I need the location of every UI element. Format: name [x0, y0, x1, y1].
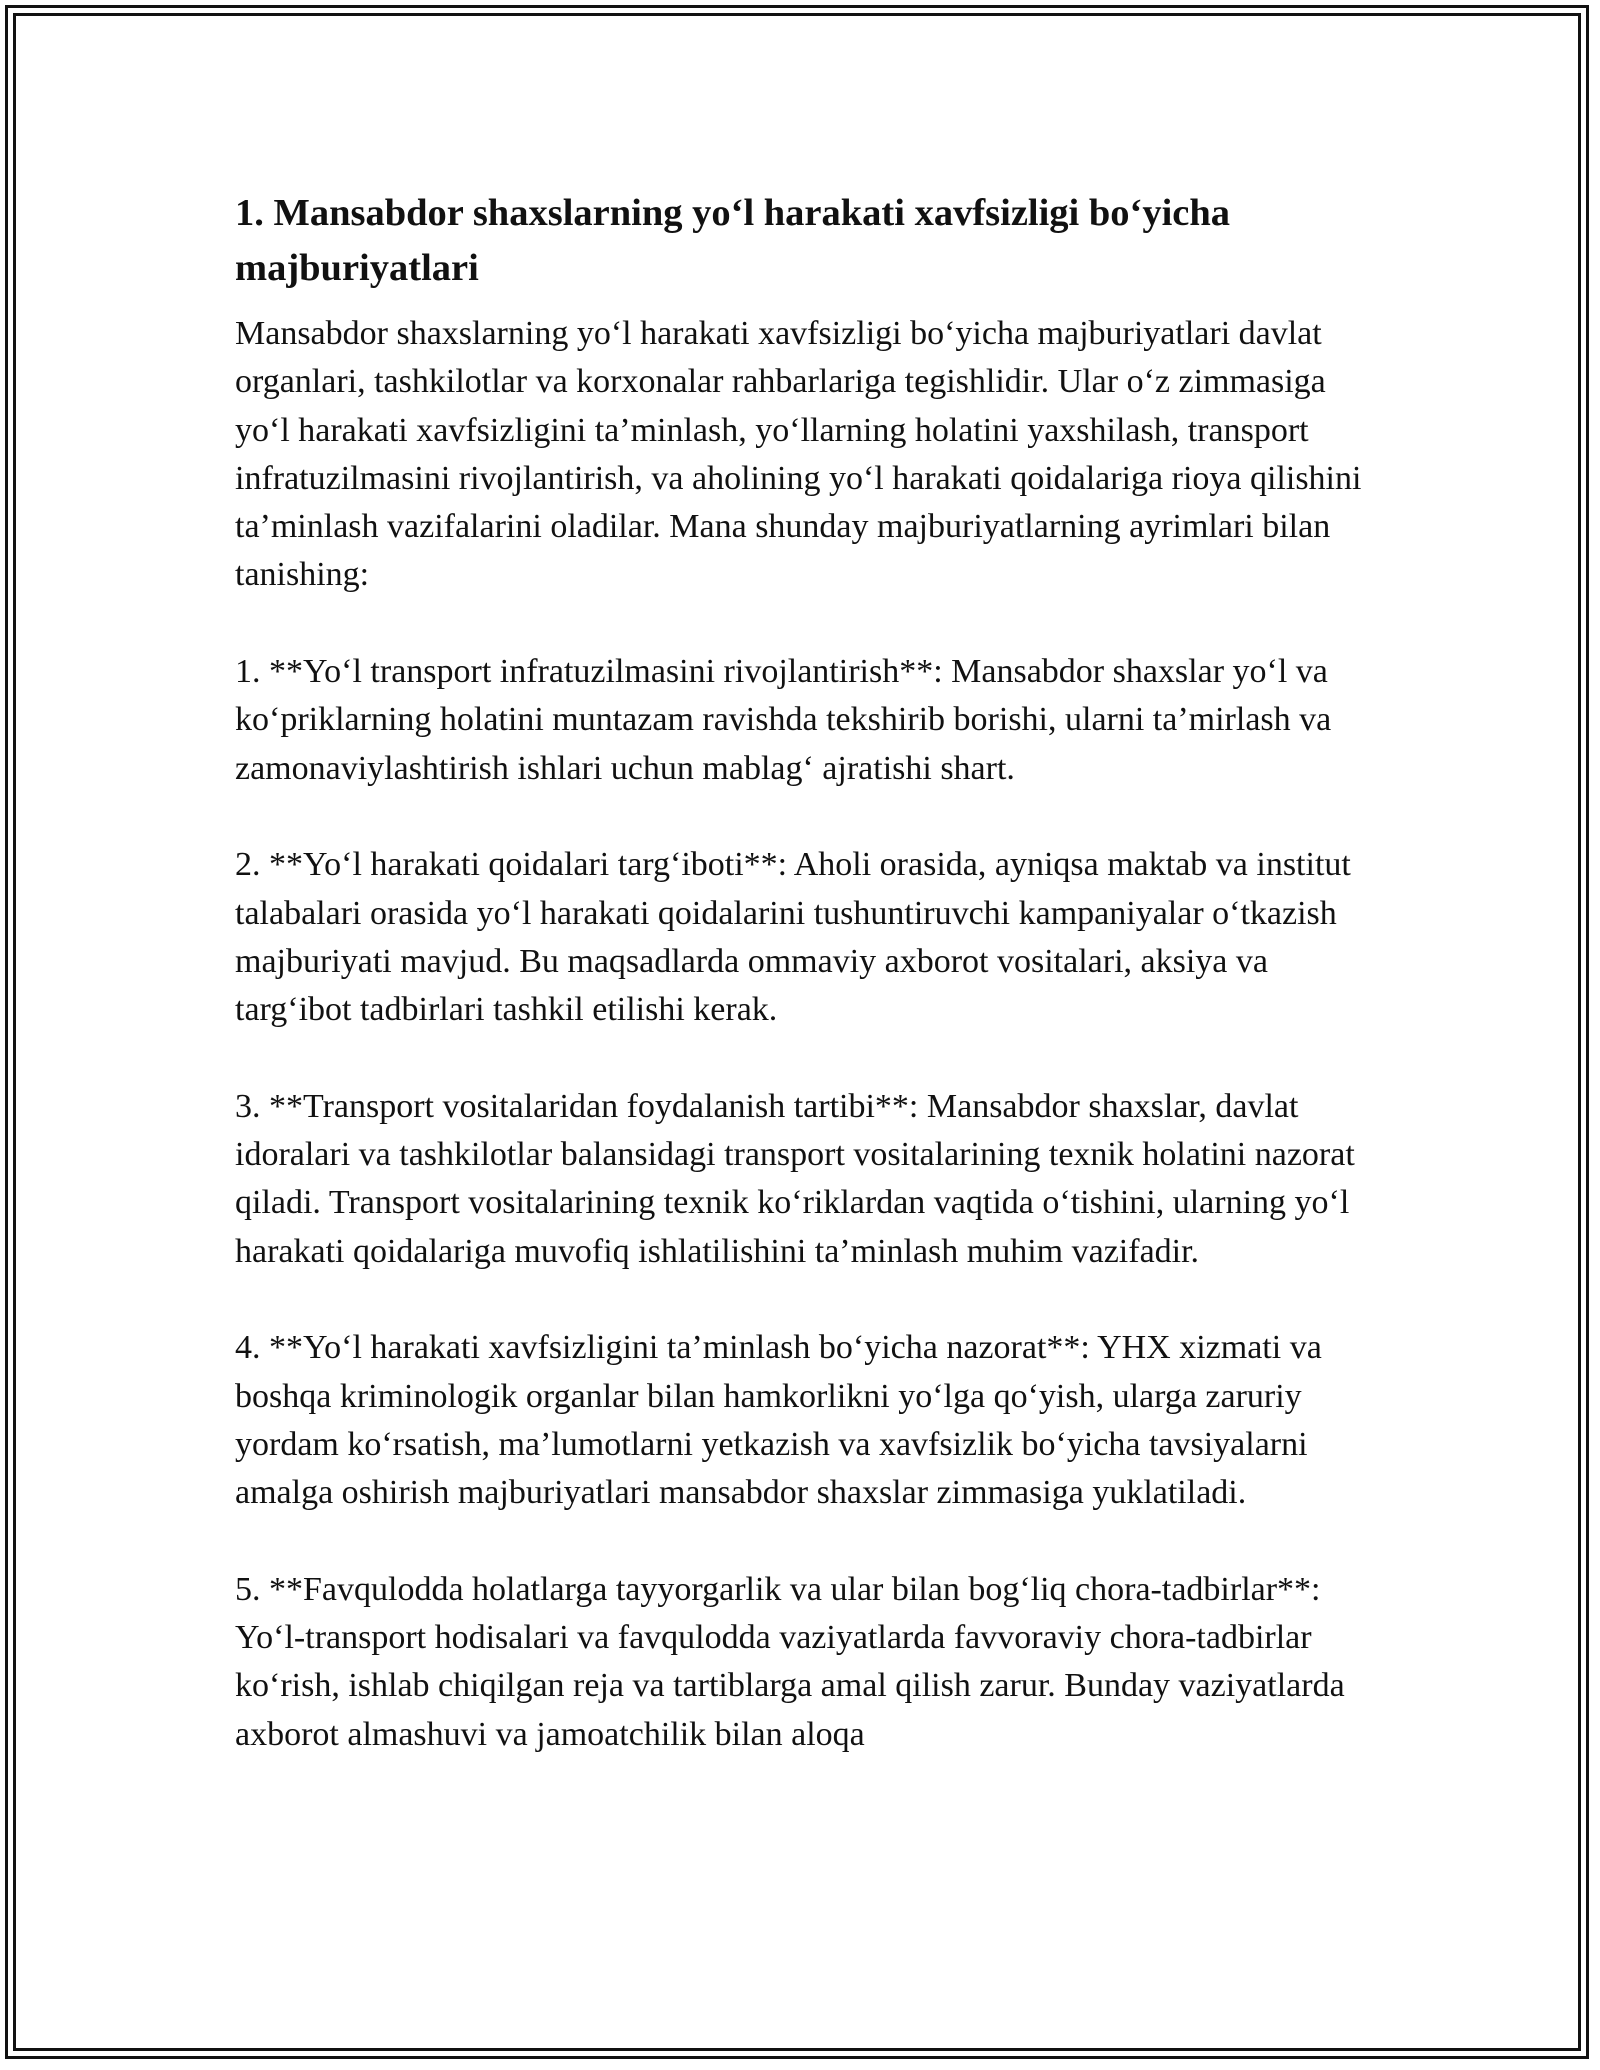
section-heading: 1. Mansabdor shaxslarning yo‘l harakati xavfsizligi bo‘yicha majburiyatlari	[235, 192, 1231, 289]
list-item-5: 5. **Favqulodda holatlarga tayyorgarlik va ular bilan bog‘liq chora-tadbirlar**: Yo‘l-transport hodisalari va favqulodda vaziyatlarda favvoraviy chora-tadbirlar ko‘rish, ishlab chiqilgan reja va tartiblarga amal qilish zarur. Bunday vaziyatlarda axborot almashuvi va jamoatchilik bilan aloqa	[235, 1570, 1345, 1753]
list-item-1: 1. **Yo‘l transport infratuzilmasini rivojlantirish**: Mansabdor shaxslar yo‘l va ko‘priklarning holatini muntazam ravishda tekshirib borishi, ularni ta’mirlash va zamonaviylashtirish ishlari uchun mablag‘ ajratishi shart.	[235, 653, 1332, 787]
list-item-2: 2. **Yo‘l harakati qoidalari targ‘iboti**: Aholi orasida, ayniqsa maktab va institut talabalari orasida yo‘l harakati qoidalarini tushuntiruvchi kampaniyalar o‘tkazish majburiyati mavjud. Bu maqsadlarda ommaviy axborot vositalari, aksiya va targ‘ibot tadbirlari tashkil etilishi kerak.	[235, 846, 1351, 1029]
list-item-4: 4. **Yo‘l harakati xavfsizligini ta’minlash bo‘yicha nazorat**: YHX xizmati va boshqa kriminologik organlar bilan hamkorlikni yo‘lga qo‘yish, ularga zaruriy yordam ko‘rsatish, ma’lumotlarni yetkazish va xavfsizlik bo‘yicha tavsiyalarni amalga oshirish majburiyatlari mansabdor shaxslar zimmasiga yuklatiladi.	[235, 1329, 1322, 1512]
list-item-3: 3. **Transport vositalaridan foydalanish tartibi**: Mansabdor shaxslar, davlat idoralari va tashkilotlar balansidagi transport vositalarining texnik holatini nazorat qiladi. Transport vositalarining texnik ko‘riklardan vaqtida o‘tishini, ularning yo‘l harakati qoidalariga muvofiq ishlatilishini ta’minlash muhim vazifadir.	[235, 1087, 1355, 1270]
intro-paragraph: Mansabdor shaxslarning yo‘l harakati xavfsizligi bo‘yicha majburiyatlari davlat organlari, tashkilotlar va korxonalar rahbarlariga tegishlidir. Ular o‘z zimmasiga yo‘l harakati xavfsizligini ta’minlash, yo‘llarning holatini yaxshilash, transport infratuzilmasini rivojlantirish, va aholining yo‘l harakati qoidalariga rioya qilishini ta’minlash vazifalarini oladilar. Mana shunday majburiyatlarning ayrimlari bilan tanishing:	[235, 315, 1362, 594]
document-body	[235, 186, 1370, 1759]
